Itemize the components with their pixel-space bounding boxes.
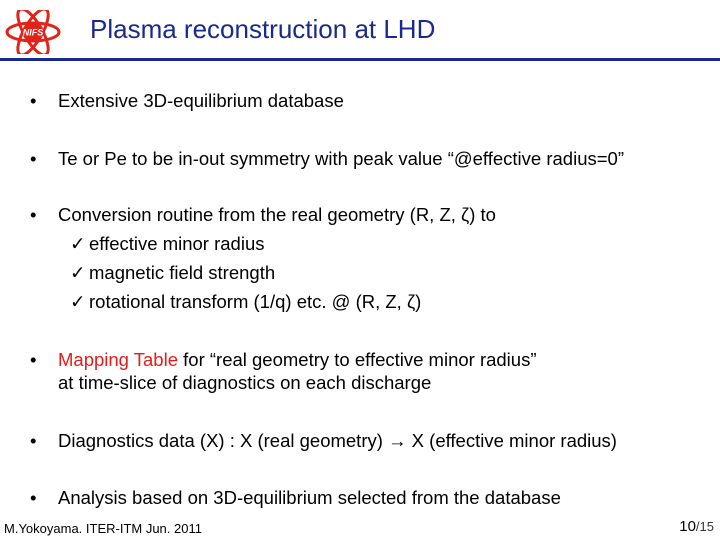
slide-header (0, 0, 720, 62)
bullet-dot: • (30, 90, 37, 111)
title-divider (0, 58, 720, 61)
bullet-dot: • (30, 430, 37, 451)
check-text: effective minor radius (89, 233, 265, 254)
check-text: rotational transform (1/q) etc. @ (R, Z, ζ) (89, 291, 422, 312)
page-current: 10 (679, 518, 696, 535)
bullet-text: Diagnostics data (X) : X (real geometry) → X (effective minor radius) (58, 430, 617, 451)
nifs-logo-icon (4, 10, 62, 54)
bullet-text: Extensive 3D-equilibrium database (58, 90, 344, 111)
bullet-text: at time-slice of diagnostics on each discharge (58, 372, 432, 393)
page-number (679, 518, 714, 535)
bullet-text: Analysis based on 3D-equilibrium selected from the database (58, 487, 561, 508)
checkmark-icon: ✓ (70, 262, 86, 283)
page-title: Plasma reconstruction at LHD (90, 14, 436, 44)
footer-author: M.Yokoyama. ITER-ITM Jun. 2011 (4, 521, 202, 536)
logo-text: NIFS (22, 27, 44, 38)
page-total: /15 (695, 519, 714, 534)
checkmark-icon: ✓ (70, 233, 86, 254)
bullet-dot: • (30, 349, 37, 370)
bullet-text: Te or Pe to be in-out symmetry with peak value “@effective radius=0” (58, 148, 624, 169)
bullet-dot: • (30, 148, 37, 169)
checkmark-icon: ✓ (70, 291, 86, 312)
bullet-text-rest: for “real geometry to effective minor radius” (178, 349, 537, 370)
mapping-table-highlight: Mapping Table (58, 349, 178, 370)
bullet-text: Conversion routine from the real geometry (R, Z, ζ) to (58, 204, 496, 225)
bullet-dot: • (30, 487, 37, 508)
bullet-dot: • (30, 204, 37, 225)
check-text: magnetic field strength (89, 262, 276, 283)
